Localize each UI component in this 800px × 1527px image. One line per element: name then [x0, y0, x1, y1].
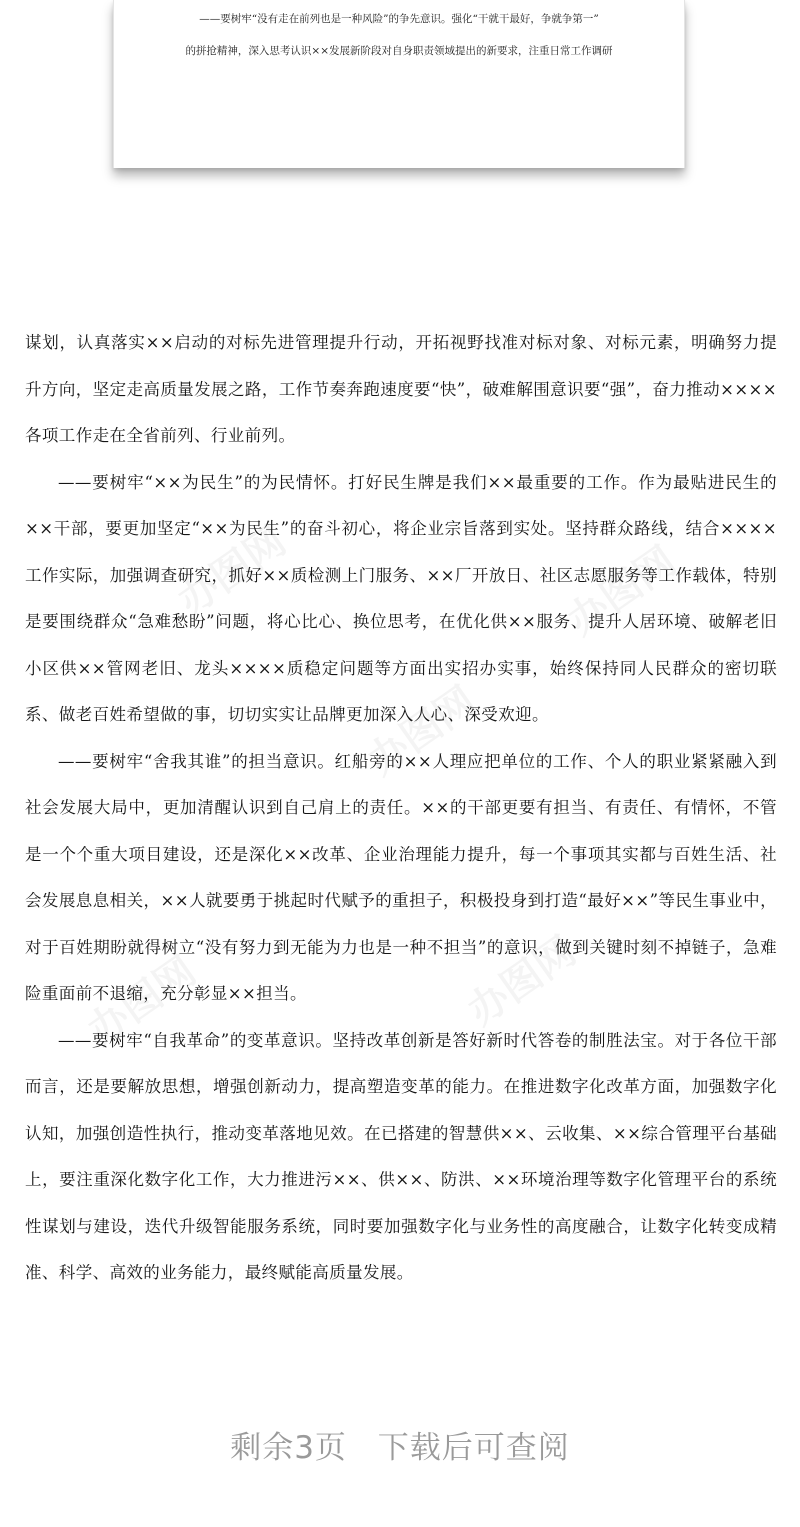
preview-line-2: 的拼抢精神，深入思考认识××发展新阶段对自身职责领域提出的新要求，注重日常工作调研: [185, 45, 613, 57]
paragraph: ——要树牢“××为民生”的为民情怀。打好民生牌是我们××最重要的工作。作为最贴进民生的××干部，要更加坚定“××为民生”的奋斗初心，将企业宗旨落到实处。坚持群众路线，结合××××工作实际，加强调查研究，抓好××质检测上门服务、××厂开放日、社区志愿服务等工作载体，特别是要围绕群众“急难愁盼”问题，将心比心、换位思考，在优化供××服务、提升人居环境、破解老旧小区供××管网老旧、龙头××××质稳定问题等方面出实招办实事，始终保持同人民群众的密切联系、做老百姓希望做的事，切切实实让品牌更加深入人心、深受欢迎。: [25, 472, 777, 724]
preview-line-1: ——要树牢“没有走在前列也是一种风险”的争先意识。强化“干就干最好，争就争第一”: [199, 13, 599, 25]
paragraph: 谋划，认真落实××启动的对标先进管理提升行动，开拓视野找准对标对象、对标元素，明确努力提升方向，坚定走高质量发展之路，工作节奏奔跑速度要“快”，破难解围意识要“强”，奋力推动××××各项工作走在全省前列、行业前列。: [25, 333, 777, 445]
paragraph: ——要树牢“自我革命”的变革意识。坚持改革创新是答好新时代答卷的制胜法宝。对于各位干部而言，还是要解放思想，增强创新动力，提高塑造变革的能力。在推进数字化改革方面，加强数字化认知，加强创造性执行，推动变革落地见效。在已搭建的智慧供××、云收集、××综合管理平台基础上，要注重深化数字化工作，大力推进污××、供××、防洪、××环境治理等数字化管理平台的系统性谋划与建设，迭代升级智能服务系统，同时要加强数字化与业务性的高度融合，让数字化转变成精准、科学、高效的业务能力，最终赋能高质量发展。: [25, 1030, 777, 1282]
document-body: [25, 320, 777, 1297]
paragraph: ——要树牢“舍我其谁”的担当意识。红船旁的××人理应把单位的工作、个人的职业紧紧融入到社会发展大局中，更加清醒认识到自己肩上的责任。××的干部更要有担当、有责任、有情怀，不管是一个个重大项目建设，还是深化××改革、企业治理能力提升，每一个事项其实都与百姓生活、社会发展息息相关，××人就要勇于挑起时代赋予的重担子，积极投身到打造“最好××”等民生事业中，对于百姓期盼就得树立“没有努力到无能为力也是一种不担当”的意识，做到关键时刻不掉链子，急难险重面前不退缩，充分彰显××担当。: [25, 751, 777, 1003]
remaining-pages-notice[interactable]: 剩余3页 下载后可查阅: [230, 1430, 570, 1466]
previous-page-preview: [113, 0, 685, 168]
